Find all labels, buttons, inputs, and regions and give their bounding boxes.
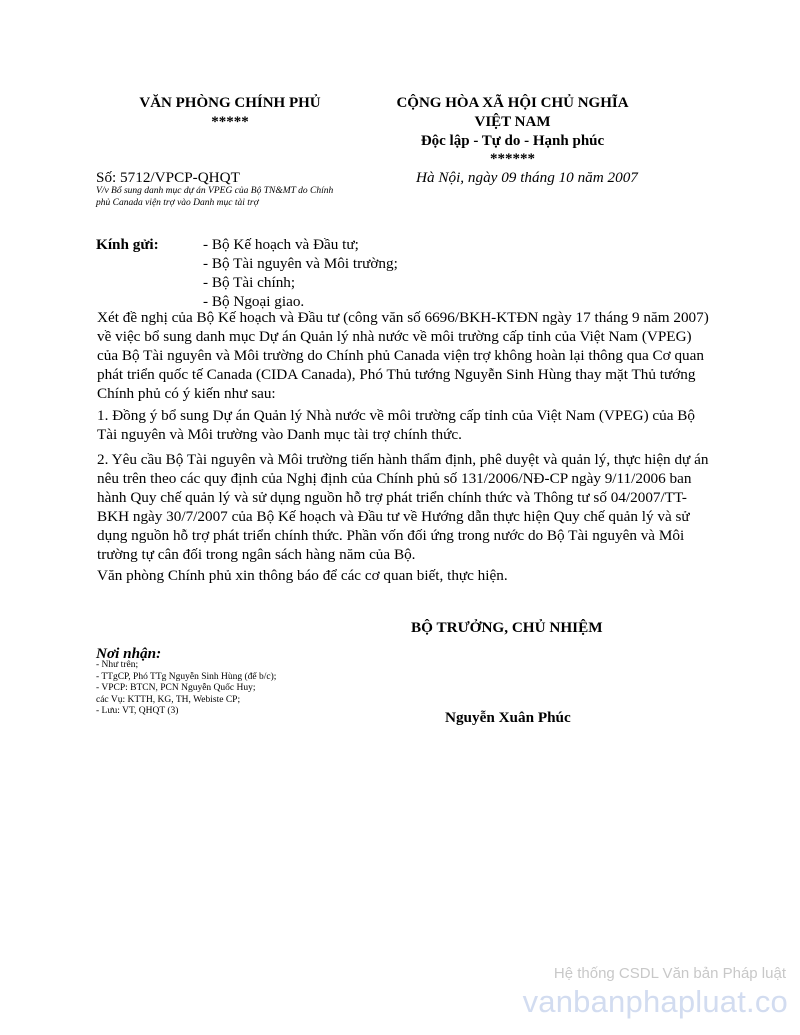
agency-name: VĂN PHÒNG CHÍNH PHỦ (139, 95, 321, 111)
body-paragraph-closing: Văn phòng Chính phủ xin thông báo để các cơ quan biết, thực hiện. (97, 567, 508, 584)
motto: Độc lập - Tự do - Hạnh phúc (420, 133, 605, 149)
body-paragraph-1: 1. Đồng ý bổ sung Dự án Quản lý Nhà nước về môi trường cấp tỉnh của Việt Nam (VPEG) của Bộ Tài nguyên và Môi trường vào Danh mục tài trợ chính thức. (97, 407, 696, 443)
watermark-site: vanbanphapluat.co (522, 984, 788, 1019)
watermark-line-1: Hệ thống CSDL Văn bản Pháp luật (553, 965, 786, 982)
distribution-item: - TTgCP, Phó TTg Nguyễn Sinh Hùng (để b/c); (96, 671, 277, 682)
distribution-item: - Lưu: VT, QHQT (3) (96, 706, 179, 716)
body-paragraph-intro: Xét đề nghị của Bộ Kế hoạch và Đầu tư (công văn số 6696/BKH-KTĐN ngày 17 tháng 9 năm 2007) về việc bổ sung danh mục Dự án Quản lý nhà nước về môi trường cấp tỉnh của Việt Nam (VPEG) của Bộ Tài nguyên và Môi trường do Chính phủ Canada viện trợ không hoàn lại thông qua Cơ quan phát triển quốc tế Canada (CIDA Canada), Phó Thủ tướng Nguyễn Sinh Hùng thay mặt Thủ tướng Chính phủ có ý kiến như sau: (97, 309, 709, 402)
agency-stars: ***** (211, 114, 249, 130)
signer-title: BỘ TRƯỞNG, CHỦ NHIỆM (411, 619, 603, 636)
distribution-list (96, 660, 276, 718)
body-paragraph-2: 2. Yêu cầu Bộ Tài nguyên và Môi trường tiến hành thẩm định, phê duyệt và quản lý, thực hiện dự án nêu trên theo các quy định của Nghị định của Chính phủ số 131/2006/NĐ-CP ngày 9/11/2006 ban hành Quy chế quản lý và sử dụng nguồn hỗ trợ phát triển chính thức và Thông tư số 04/2007/TT-BKH ngày 30/7/2007 của Bộ Kế hoạch và Đầu tư về Hướng dẫn thực hiện Quy chế quản lý và sử dụng nguồn hỗ trợ phát triển chính thức. Phần vốn đối ứng trong nước do Bộ Tài nguyên và Môi trường tự cân đối trong ngân sách hàng năm của Bộ. (97, 451, 709, 563)
nation-name-line2: VIỆT NAM (474, 114, 551, 130)
recipient-item: - Bộ Kế hoạch và Đầu tư; (203, 236, 359, 253)
recipient-item: - Bộ Ngoại giao. (203, 293, 305, 310)
distribution-label: Nơi nhận: (96, 645, 162, 662)
subject-line-2: phủ Canada viện trợ vào Danh mục tài trợ (96, 198, 259, 208)
distribution-item: các Vụ: KTTH, KG, TH, Webiste CP; (96, 694, 241, 705)
recipients-label: Kính gửi: (96, 236, 159, 253)
recipient-item: - Bộ Tài chính; (203, 274, 296, 291)
place-date: Hà Nội, ngày 09 tháng 10 năm 2007 (416, 169, 638, 186)
recipient-item: - Bộ Tài nguyên và Môi trường; (203, 255, 398, 272)
subject-line-1: V/v Bổ sung danh mục dự án VPEG của Bộ TN&MT do Chính (96, 186, 334, 196)
signer-name: Nguyễn Xuân Phúc (445, 709, 571, 726)
distribution-item: - Như trên; (96, 660, 139, 670)
nation-name-line1: CỘNG HÒA XÃ HỘI CHỦ NGHĨA (396, 95, 629, 111)
document-number: Số: 5712/VPCP-QHQT (96, 169, 240, 186)
distribution-item: - VPCP: BTCN, PCN Nguyễn Quốc Huy; (96, 683, 256, 693)
motto-stars: ****** (490, 151, 535, 167)
recipients-list (203, 235, 398, 311)
